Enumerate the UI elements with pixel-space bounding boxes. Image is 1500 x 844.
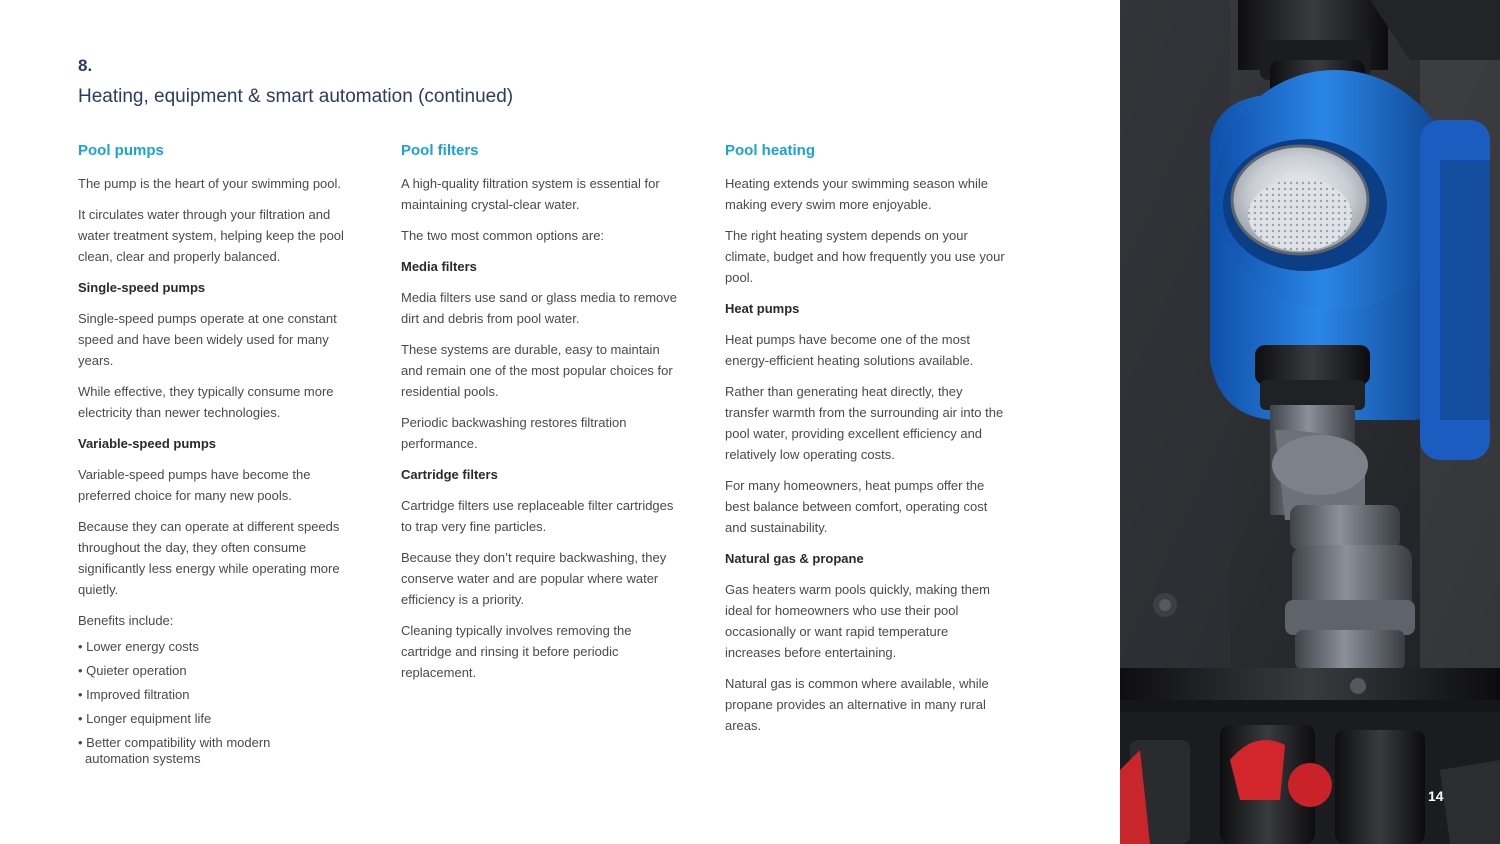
column-pool-pumps: [78, 141, 358, 775]
pumps-paragraph-3: Single-speed pumps operate at one constant speed and have been widely used for many years.: [78, 311, 337, 368]
pumps-paragraph-2: It circulates water through your filtration and water treatment system, helping keep the pool clean, clear and properly balanced.: [78, 207, 344, 264]
pumps-paragraph-5: Variable-speed pumps have become the preferred choice for many new pools.: [78, 467, 311, 503]
filters-paragraph-1: A high-quality filtration system is essential for maintaining crystal-clear water.: [401, 176, 660, 212]
pool-pump-photo: [1120, 0, 1500, 844]
filters-paragraph-3: Media filters use sand or glass media to remove dirt and debris from pool water.: [401, 290, 678, 326]
heating-paragraph-4: Rather than generating heat directly, they transfer warmth from the surrounding air into the pool water, providing excellent efficiency and relatively low operating costs.: [725, 384, 1004, 462]
filters-paragraph-4: These systems are durable, easy to maintain and remain one of the most popular choices for residential pools.: [401, 342, 673, 399]
heating-paragraph-2: The right heating system depends on your climate, budget and how frequently you use your pool.: [725, 228, 1005, 285]
pool-pump-illustration: [1120, 0, 1500, 844]
cartridge-filters-heading: Cartridge filters: [401, 467, 498, 482]
benefit-item: • Quieter operation: [78, 663, 358, 679]
pumps-paragraph-4: While effective, they typically consume more electricity than newer technologies.: [78, 384, 334, 420]
pool-pumps-heading: Pool pumps: [78, 142, 164, 159]
benefits-intro: Benefits include:: [78, 613, 174, 628]
benefits-list: [78, 639, 358, 767]
heating-paragraph-3: Heat pumps have become one of the most energy-efficient heating solutions available.: [725, 332, 974, 368]
heating-paragraph-5: For many homeowners, heat pumps offer the best balance between comfort, operating cost and sustainability.: [725, 478, 988, 535]
heating-paragraph-1: Heating extends your swimming season while making every swim more enjoyable.: [725, 176, 989, 212]
column-pool-filters: [401, 141, 681, 693]
section-number: 8.: [78, 56, 93, 75]
filters-paragraph-7: Because they don’t require backwashing, they conserve water and are popular where water efficiency is a priority.: [401, 550, 667, 607]
filters-paragraph-8: Cleaning typically involves removing the cartridge and rinsing it before periodic replacement.: [401, 623, 632, 680]
heating-paragraph-6: Gas heaters warm pools quickly, making them ideal for homeowners who use their pool occasionally or want rapid temperature increases before entertaining.: [725, 582, 990, 660]
filters-paragraph-5: Periodic backwashing restores filtration performance.: [401, 415, 627, 451]
pool-filters-heading: Pool filters: [401, 142, 479, 159]
pumps-paragraph-6: Because they can operate at different speeds throughout the day, they often consume significantly less energy while operating more quietly.: [78, 519, 340, 597]
heat-pumps-heading: Heat pumps: [725, 301, 800, 316]
page-number: 14: [1428, 788, 1444, 804]
variable-speed-heading: Variable-speed pumps: [78, 436, 216, 451]
section-title: Heating, equipment & smart automation (continued): [78, 86, 514, 107]
pumps-paragraph-1: The pump is the heart of your swimming pool.: [78, 176, 342, 191]
filters-paragraph-2: The two most common options are:: [401, 228, 605, 243]
media-filters-heading: Media filters: [401, 259, 477, 274]
pool-heating-heading: Pool heating: [725, 142, 815, 159]
benefit-item: • Better compatibility with modern automation systems: [78, 735, 300, 767]
benefit-item: • Longer equipment life: [78, 711, 358, 727]
column-pool-heating: [725, 141, 1005, 746]
gas-propane-heading: Natural gas & propane: [725, 551, 864, 566]
single-speed-heading: Single-speed pumps: [78, 280, 206, 295]
filters-paragraph-6: Cartridge filters use replaceable filter cartridges to trap very fine particles.: [401, 498, 674, 534]
benefit-item: • Lower energy costs: [78, 639, 358, 655]
benefit-item: • Improved filtration: [78, 687, 358, 703]
heating-paragraph-7: Natural gas is common where available, while propane provides an alternative in many rural areas.: [725, 676, 989, 733]
